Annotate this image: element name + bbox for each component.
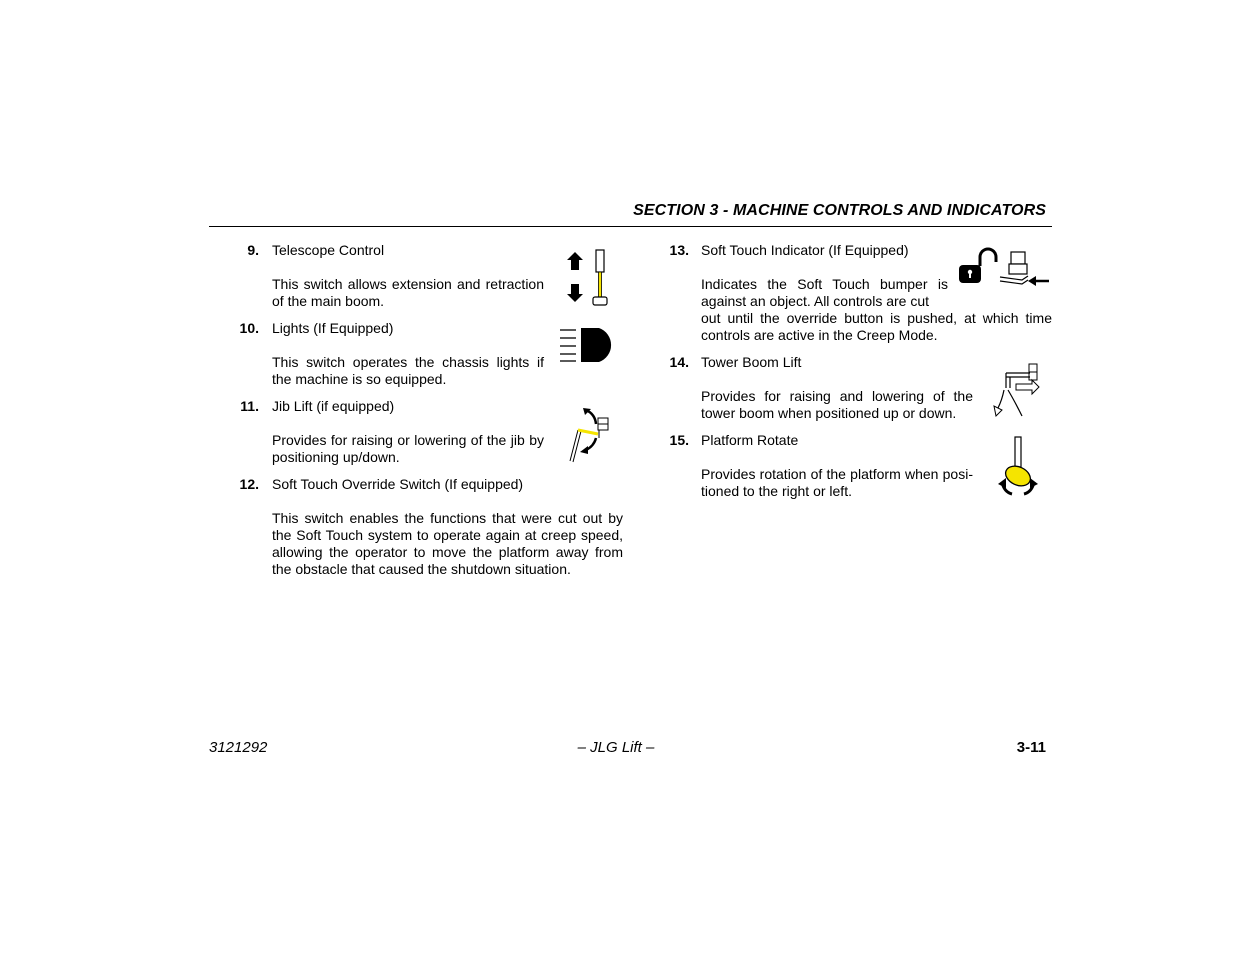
brand-label: – JLG Lift – — [577, 739, 655, 756]
item-body: This switch enables the functions that were cut out by the Soft Touch system to operate again at creep speed, allowing the operator to move the platform away from the obstacle that caused the shutdown situation. — [272, 510, 623, 577]
item-body: Provides for raising or lowering of the jib by positioning up/down. — [272, 432, 544, 465]
item-title: Telescope Control — [272, 242, 385, 258]
item-body-first: Indicates the Soft Touch bumper is against an object. All controls are cut — [701, 276, 948, 309]
item-number: 12. — [239, 476, 259, 492]
item-number: 15. — [669, 432, 689, 448]
item-title: Lights (If Equipped) — [272, 320, 394, 336]
item-title: Tower Boom Lift — [701, 354, 802, 370]
telescope-control-icon — [560, 246, 616, 308]
lights-icon — [557, 326, 619, 364]
section-title: SECTION 3 - MACHINE CONTROLS AND INDICATORS — [633, 202, 1046, 219]
item-title: Soft Touch Indicator (If Equipped) — [701, 242, 909, 258]
document-number: 3121292 — [209, 739, 268, 756]
item-number: 10. — [239, 320, 259, 336]
platform-rotate-icon — [996, 434, 1042, 500]
soft-touch-indicator-icon — [956, 246, 1052, 290]
item-body-rest: out until the override button is pushed, at which time controls are active in the Creep Mode. — [701, 310, 1052, 343]
item-body: Provides rotation of the platform when posi- tioned to the right or left. — [701, 466, 973, 499]
item-body: Provides for raising and lowering of the tower boom when positioned up or down. — [701, 388, 973, 421]
tower-boom-lift-icon — [992, 360, 1042, 420]
item-number: 11. — [240, 398, 259, 414]
jib-lift-icon — [566, 406, 612, 464]
item-body: This switch operates the chassis lights if the machine is so equipped. — [272, 354, 544, 387]
item-number: 14. — [669, 354, 689, 370]
header-divider — [209, 226, 1052, 227]
item-body: This switch allows extension and retraction of the main boom. — [272, 276, 544, 309]
item-number: 13. — [669, 242, 689, 258]
page-number: 3-11 — [1016, 739, 1046, 756]
item-number: 9. — [247, 242, 259, 258]
item-title: Platform Rotate — [701, 432, 799, 448]
item-title: Soft Touch Override Switch (If equipped) — [272, 476, 524, 492]
item-title: Jib Lift (if equipped) — [272, 398, 395, 414]
